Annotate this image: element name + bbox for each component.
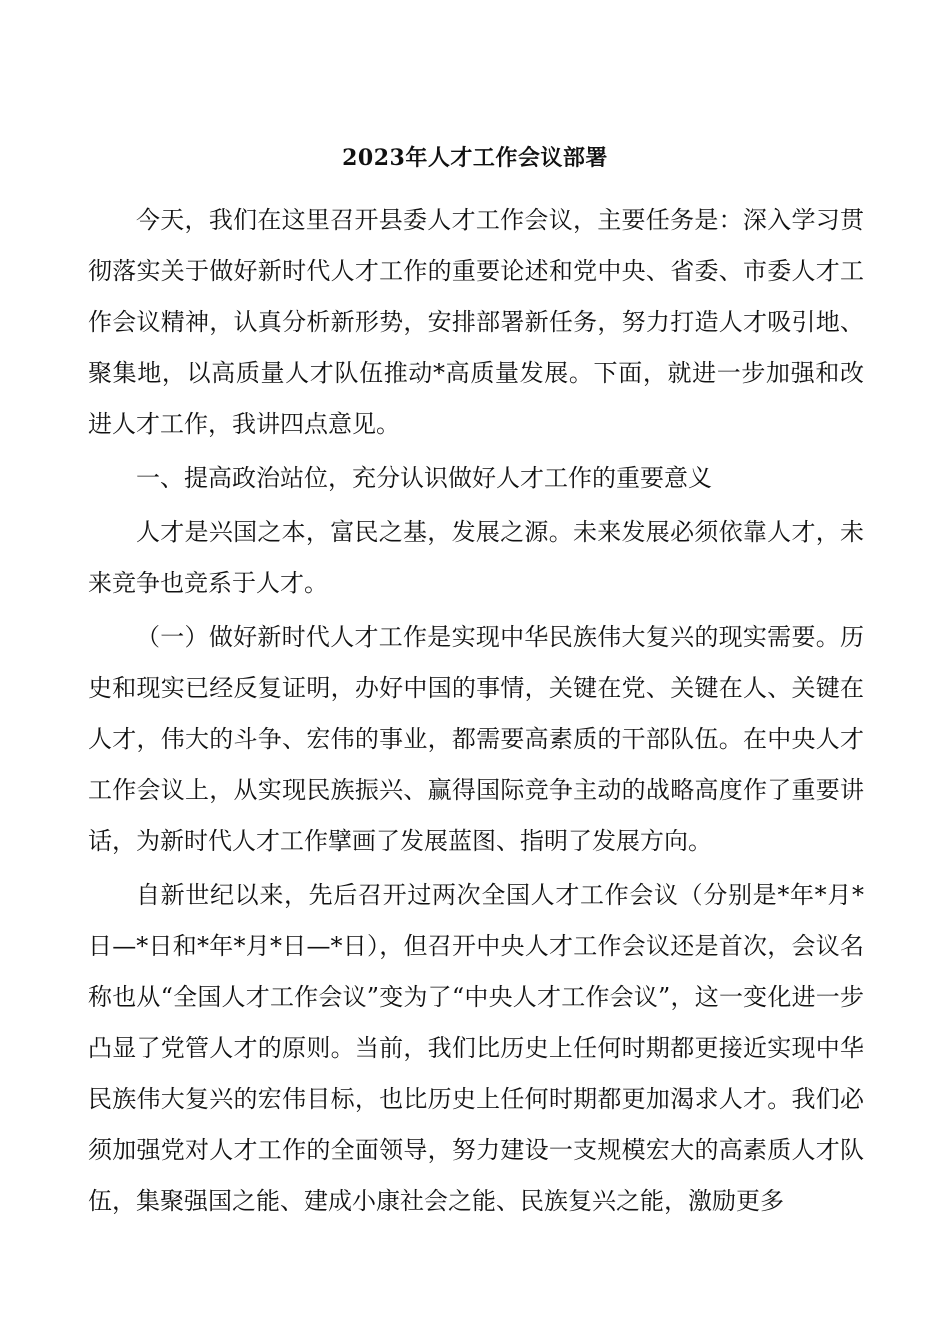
paragraph-intro: 今天，我们在这里召开县委人才工作会议，主要任务是：深入学习贯彻落实关于做好新时代人才工作的重要论述和党中央、省委、市委人才工作会议精神，认真分析新形势，安排部署新任务，努力打造人才吸引地、聚集地，以高质量人才队伍推动*高质量发展。下面，就进一步加强和改进人才工作，我讲四点意见。 [88,206,864,438]
document-body [88,195,864,1227]
document-title: 2023年人才工作会议部署 [342,145,608,171]
paragraph-talent-foundation: 人才是兴国之本，富民之基，发展之源。未来发展必须依靠人才，未来竞争也竞系于人才。 [88,518,864,597]
paragraph-new-century: 自新世纪以来，先后召开过两次全国人才工作会议（分别是*年*月*日—*日和*年*月*日—*日），但召开中央人才工作会议还是首次，会议名称也从“全国人才工作会议”变为了“中央人才工作会议”，这一变化进一步凸显了党管人才的原则。当前，我们比历史上任何时期都更接近实现中华民族伟大复兴的宏伟目标，也比历史上任何时期都更加渴求人才。我们必须加强党对人才工作的全面领导，努力建设一支规模宏大的高素质人才队伍，集聚强国之能、建成小康社会之能、民族复兴之能，激励更多 [88,881,864,1215]
section-heading-1: 一、提高政治站位，充分认识做好人才工作的重要意义 [136,464,712,492]
paragraph-subsection-1: （一）做好新时代人才工作是实现中华民族伟大复兴的现实需要。历史和现实已经反复证明，办好中国的事情，关键在党、关键在人、关键在人才，伟大的斗争、宏伟的事业，都需要高素质的干部队伍。在中央人才工作会议上，从实现民族振兴、赢得国际竞争主动的战略高度作了重要讲话，为新时代人才工作擘画了发展蓝图、指明了发展方向。 [88,623,864,855]
